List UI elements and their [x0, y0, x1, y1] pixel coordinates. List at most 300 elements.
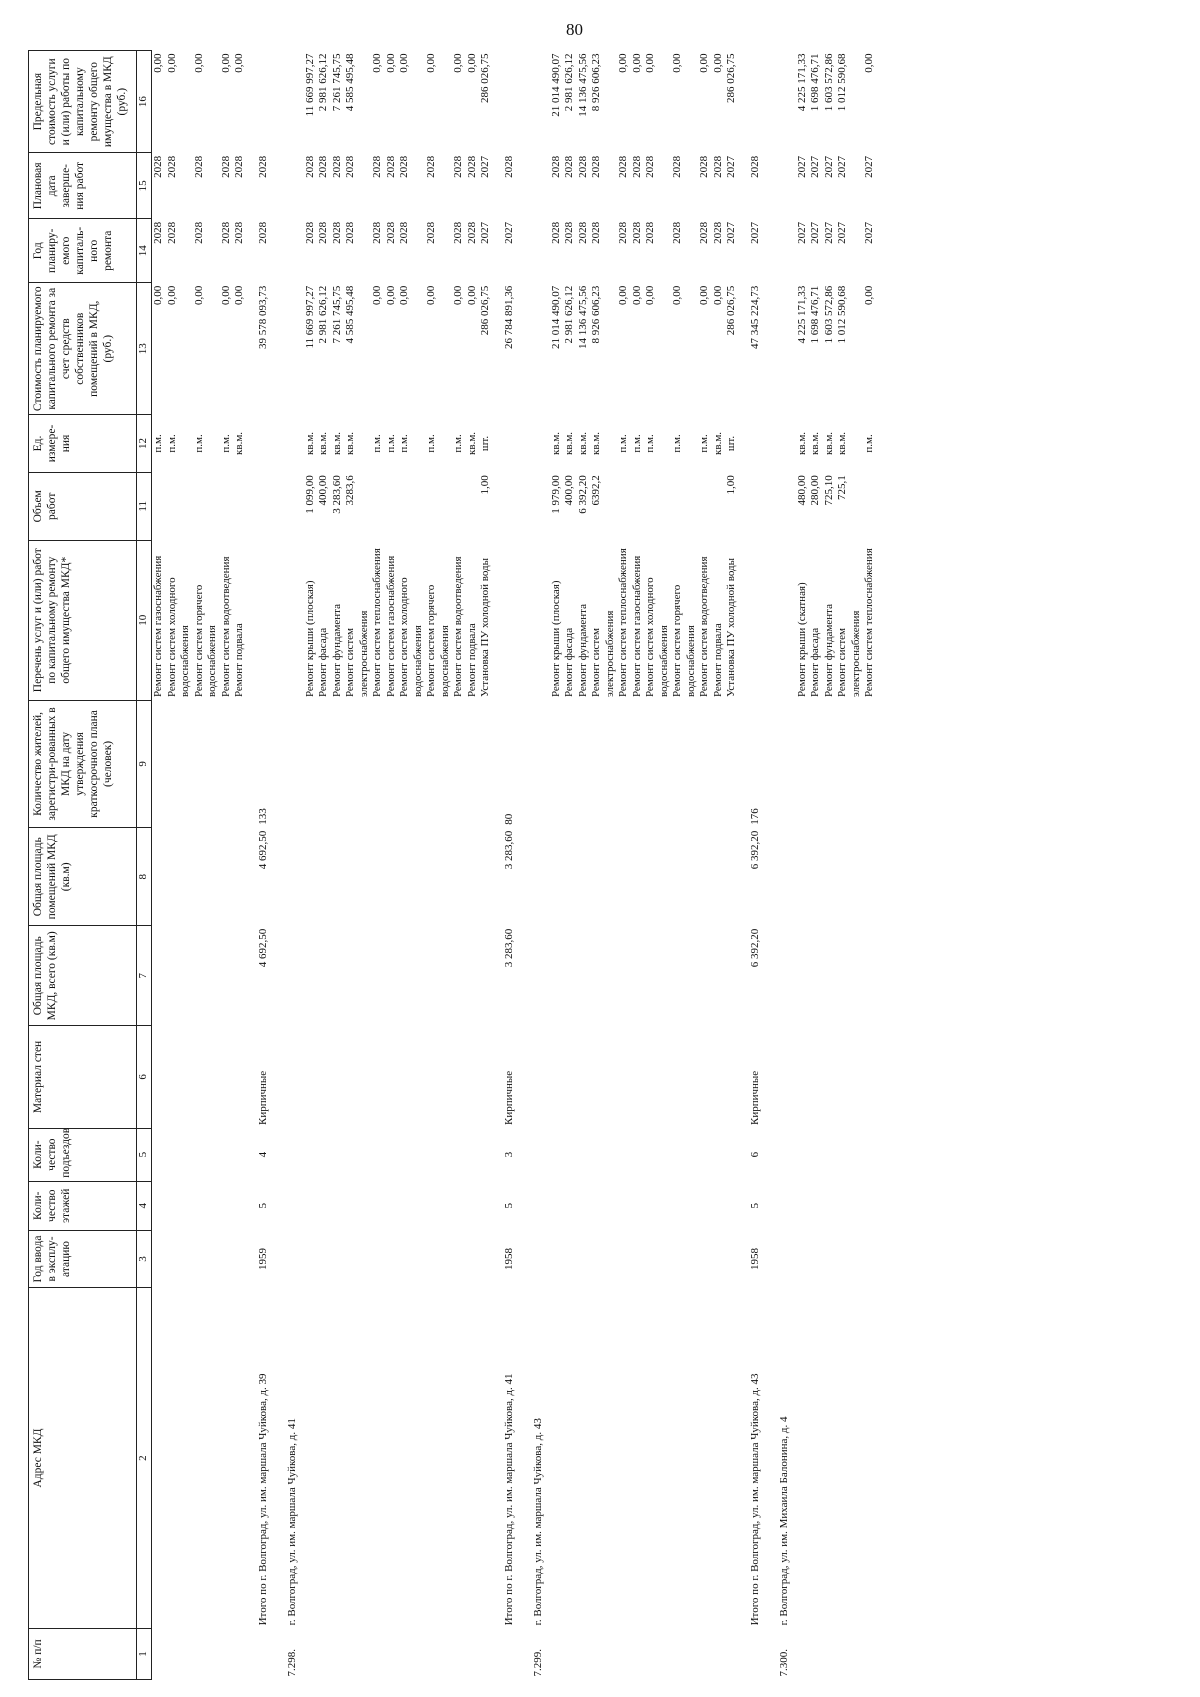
work-name: Ремонт систем водоотведения — [452, 556, 464, 698]
column-number: 3 — [137, 1230, 152, 1287]
work-volume — [166, 472, 193, 540]
work-name: Ремонт систем газоснабжения — [152, 555, 164, 698]
empty-cell — [577, 926, 591, 1026]
work-volume: 1 099,00 — [303, 475, 316, 514]
empty-cell — [631, 828, 645, 926]
address-row — [280, 51, 304, 1680]
column-number: 1 — [137, 1628, 152, 1679]
work-volume: 1 979,00 — [549, 475, 562, 514]
work-volume — [631, 472, 645, 540]
empty-cell — [863, 1026, 877, 1128]
work-unit: п.м. — [671, 434, 683, 453]
work-unit: кв.м. — [809, 431, 821, 455]
empty-cell — [304, 1128, 318, 1181]
total-label: Итого по г. Волгоград, ул. им. маршала Чуйкова, д. 39 — [256, 1373, 269, 1626]
empty-cell — [280, 153, 304, 219]
empty-cell — [577, 1026, 591, 1128]
empty-cell — [563, 1181, 577, 1230]
work-unit: п.м. — [452, 434, 464, 453]
work-end-date: 2028 — [303, 155, 316, 178]
table-row — [220, 51, 234, 1680]
empty-cell — [317, 1628, 331, 1679]
work-year: 2028 — [590, 221, 602, 244]
table-row — [304, 51, 318, 1680]
work-name: Ремонт систем горячего водоснабжения — [671, 584, 697, 698]
empty-cell — [280, 926, 304, 1026]
work-year: 2028 — [452, 221, 464, 244]
empty-cell — [193, 1230, 220, 1287]
area-total: 6 392,20 — [748, 928, 761, 968]
work-limit-cost: 0,00 — [698, 53, 710, 73]
empty-cell — [317, 1128, 331, 1181]
work-cost: 0,00 — [863, 285, 875, 305]
empty-cell — [823, 1288, 837, 1629]
work-year: 2028 — [303, 221, 316, 244]
empty-cell — [493, 540, 527, 700]
empty-cell — [398, 700, 425, 828]
empty-cell — [166, 1628, 193, 1679]
empty-cell — [233, 1026, 247, 1128]
work-end-date: 2028 — [630, 155, 643, 178]
work-end-date: 2028 — [165, 155, 178, 178]
empty-cell — [344, 1288, 371, 1629]
empty-cell — [712, 1230, 726, 1287]
empty-cell — [772, 1128, 796, 1181]
empty-cell — [671, 1128, 698, 1181]
table-row — [398, 51, 425, 1680]
empty-cell — [863, 1288, 877, 1629]
header-cell: Коли-чество подъездов — [29, 1128, 137, 1181]
empty-cell — [526, 219, 550, 283]
work-name: Ремонт систем теплоснабжения — [371, 548, 383, 698]
work-volume: 3283,6 — [344, 475, 356, 506]
empty-cell — [193, 828, 220, 926]
work-volume: 480,00 — [795, 475, 808, 506]
empty-cell — [772, 1026, 796, 1128]
empty-cell — [698, 926, 712, 1026]
column-number: 4 — [137, 1181, 152, 1230]
empty-cell — [796, 1230, 810, 1287]
empty-cell — [863, 1181, 877, 1230]
empty-cell — [725, 926, 739, 1026]
empty-cell — [247, 540, 281, 700]
table-row — [836, 51, 863, 1680]
empty-cell — [166, 828, 193, 926]
empty-cell — [526, 153, 550, 219]
empty-cell — [712, 1128, 726, 1181]
work-end-date: 2027 — [795, 155, 808, 178]
column-number: 6 — [137, 1026, 152, 1128]
table-row — [796, 51, 810, 1680]
empty-cell — [385, 1288, 399, 1629]
empty-cell — [526, 283, 550, 415]
empty-cell — [772, 51, 796, 153]
work-volume: 6 392,20 — [576, 475, 589, 514]
work-volume: 400,00 — [563, 475, 575, 506]
empty-cell — [631, 1181, 645, 1230]
empty-cell — [590, 1230, 617, 1287]
empty-cell — [193, 1288, 220, 1629]
area-total: 4 692,50 — [256, 928, 269, 968]
empty-cell — [739, 51, 773, 153]
empty-cell — [836, 926, 863, 1026]
empty-cell — [725, 700, 739, 828]
column-number-row — [137, 51, 152, 1680]
empty-cell — [425, 1288, 452, 1629]
work-limit-cost: 0,00 — [644, 53, 656, 73]
work-cost: 286 026,75 — [725, 285, 737, 336]
empty-cell — [479, 828, 493, 926]
empty-cell — [644, 1628, 671, 1679]
empty-cell — [304, 828, 318, 926]
empty-cell — [398, 1628, 425, 1679]
work-year: 2028 — [711, 221, 724, 244]
total-cost: 47 345 224,73 — [748, 285, 761, 349]
empty-cell — [371, 700, 385, 828]
empty-cell — [550, 926, 564, 1026]
empty-cell — [193, 926, 220, 1026]
empty-cell — [466, 1181, 480, 1230]
empty-cell — [317, 1181, 331, 1230]
empty-cell — [563, 1128, 577, 1181]
header-cell: Материал стен — [29, 1026, 137, 1128]
work-end-date: 2028 — [711, 155, 724, 178]
empty-cell — [452, 1181, 466, 1230]
empty-cell — [590, 1628, 617, 1679]
empty-cell — [796, 1128, 810, 1181]
empty-cell — [772, 1181, 796, 1230]
empty-cell — [304, 1288, 318, 1629]
table-row — [577, 51, 591, 1680]
empty-cell — [671, 700, 698, 828]
empty-cell — [631, 700, 645, 828]
empty-cell — [493, 472, 527, 540]
work-name: Ремонт систем холодного водоснабжения — [165, 577, 191, 698]
empty-cell — [193, 1128, 220, 1181]
work-name: Ремонт подвала — [233, 623, 245, 698]
work-year: 2028 — [465, 221, 478, 244]
entrances-count: 4 — [256, 1151, 269, 1158]
work-limit-cost: 1 012 590,68 — [836, 53, 848, 112]
address-row — [526, 51, 550, 1680]
empty-cell — [385, 926, 399, 1026]
residents-count: 80 — [502, 813, 515, 825]
column-number: 11 — [137, 472, 152, 540]
empty-cell — [152, 1230, 166, 1287]
empty-cell — [247, 51, 281, 153]
empty-cell — [563, 828, 577, 926]
empty-cell — [550, 828, 564, 926]
empty-cell — [577, 1181, 591, 1230]
work-end-date: 2028 — [465, 155, 478, 178]
empty-cell — [466, 700, 480, 828]
empty-cell — [739, 540, 773, 700]
work-cost: 4 225 171,33 — [795, 285, 808, 344]
table-row — [385, 51, 399, 1680]
work-year: 2028 — [563, 221, 575, 244]
residents-count: 176 — [748, 808, 761, 825]
rotated-table-page — [28, 50, 1168, 1680]
empty-cell — [398, 1288, 425, 1629]
empty-cell — [398, 1026, 425, 1128]
work-cost: 0,00 — [630, 285, 643, 305]
work-unit: п.м. — [630, 434, 643, 453]
work-unit: кв.м. — [303, 431, 316, 455]
empty-cell — [712, 1288, 726, 1629]
table-row — [725, 51, 739, 1680]
work-name: Ремонт фасада — [809, 627, 821, 698]
empty-cell — [331, 1628, 345, 1679]
empty-cell — [617, 700, 631, 828]
empty-cell — [644, 926, 671, 1026]
empty-cell — [304, 700, 318, 828]
empty-cell — [398, 828, 425, 926]
work-year: 2028 — [698, 221, 710, 244]
work-limit-cost: 4 585 495,48 — [344, 53, 356, 112]
empty-cell — [671, 828, 698, 926]
empty-cell — [331, 700, 345, 828]
empty-cell — [479, 700, 493, 828]
column-number: 7 — [137, 926, 152, 1026]
empty-cell — [617, 1181, 631, 1230]
empty-cell — [526, 415, 550, 472]
empty-cell — [577, 1288, 591, 1629]
empty-cell — [304, 926, 318, 1026]
work-end-date: 2028 — [576, 155, 589, 178]
empty-cell — [644, 700, 671, 828]
empty-cell — [166, 1230, 193, 1287]
empty-cell — [526, 700, 550, 828]
work-limit-cost: 0,00 — [630, 53, 643, 73]
empty-cell — [385, 1181, 399, 1230]
work-unit: кв.м. — [711, 431, 724, 455]
work-end-date: 2028 — [644, 155, 656, 178]
empty-cell — [671, 926, 698, 1026]
total-label: Итого по г. Волгоград, ул. им. маршала Чуйкова, д. 43 — [748, 1373, 761, 1626]
empty-cell — [331, 926, 345, 1026]
work-cost: 4 585 495,48 — [344, 285, 356, 344]
work-limit-cost: 8 926 606,23 — [590, 53, 602, 112]
header-cell: Год ввода в эксплу-атацию — [29, 1230, 137, 1287]
empty-cell — [331, 1026, 345, 1128]
empty-cell — [772, 219, 796, 283]
year-built: 1959 — [256, 1247, 269, 1270]
column-number: 2 — [137, 1288, 152, 1629]
work-volume: 725,10 — [822, 475, 835, 506]
empty-cell — [193, 1628, 220, 1679]
work-limit-cost: 0,00 — [371, 53, 383, 73]
work-cost: 0,00 — [617, 285, 629, 305]
work-end-date: 2028 — [590, 155, 602, 178]
empty-cell — [371, 1181, 385, 1230]
work-name: Ремонт систем электроснабжения — [836, 610, 862, 698]
header-cell: № п/п — [29, 1628, 137, 1679]
column-number: 15 — [137, 153, 152, 219]
building-address: г. Волгоград, ул. им. маршала Чуйкова, д. 41 — [286, 1418, 298, 1626]
empty-cell — [836, 828, 863, 926]
total-year: 2028 — [256, 221, 269, 244]
empty-cell — [577, 1230, 591, 1287]
empty-cell — [823, 1181, 837, 1230]
empty-cell — [166, 1181, 193, 1230]
work-name: Ремонт подвала — [465, 623, 478, 698]
work-name: Ремонт систем горячего водоснабжения — [192, 584, 218, 698]
work-name: Ремонт подвала — [711, 623, 724, 698]
work-cost: 0,00 — [398, 285, 410, 305]
work-cost: 1 603 572,86 — [822, 285, 835, 344]
column-number: 12 — [137, 415, 152, 472]
work-year: 2027 — [725, 221, 737, 244]
table-row — [631, 51, 645, 1680]
work-unit: кв.м. — [576, 431, 589, 455]
work-cost: 0,00 — [165, 285, 178, 305]
work-volume — [385, 472, 399, 540]
work-year: 2028 — [371, 221, 383, 244]
table-row — [644, 51, 671, 1680]
work-cost: 1 012 590,68 — [836, 285, 848, 344]
work-limit-cost: 0,00 — [617, 53, 629, 73]
empty-cell — [280, 283, 304, 415]
work-volume — [698, 472, 712, 540]
column-number: 16 — [137, 51, 152, 153]
table-row — [563, 51, 577, 1680]
empty-cell — [317, 828, 331, 926]
work-year: 2028 — [330, 221, 343, 244]
work-unit: кв.м. — [233, 431, 245, 455]
empty-cell — [166, 700, 193, 828]
empty-cell — [823, 926, 837, 1026]
work-cost: 0,00 — [465, 285, 478, 305]
empty-cell — [479, 1128, 493, 1181]
empty-cell — [166, 1128, 193, 1181]
empty-cell — [772, 153, 796, 219]
empty-cell — [671, 1288, 698, 1629]
table-row — [152, 51, 166, 1680]
work-end-date: 2028 — [425, 155, 437, 178]
empty-cell — [344, 1230, 371, 1287]
total-row — [247, 51, 281, 1680]
work-name: Ремонт систем водоотведения — [698, 556, 710, 698]
work-name: Ремонт крыши (плоская) — [549, 580, 562, 698]
building-address: г. Волгоград, ул. им. Михаила Балонина, д. 4 — [778, 1416, 790, 1626]
floors-count: 5 — [748, 1202, 761, 1209]
empty-cell — [425, 700, 452, 828]
empty-cell — [712, 700, 726, 828]
empty-cell — [166, 926, 193, 1026]
work-unit: кв.м. — [344, 431, 356, 455]
empty-cell — [304, 1230, 318, 1287]
empty-cell — [479, 1026, 493, 1128]
header-cell: Предельная стоимость услуги и (или) работы по капитальному ремонту общего имущества в МКД (руб.) — [29, 51, 137, 153]
empty-cell — [466, 1288, 480, 1629]
empty-cell — [526, 1128, 550, 1181]
work-name: Ремонт фасада — [563, 627, 575, 698]
empty-cell — [644, 1181, 671, 1230]
empty-cell — [331, 1230, 345, 1287]
work-unit: кв.м. — [549, 431, 562, 455]
work-end-date: 2028 — [452, 155, 464, 178]
column-number: 13 — [137, 283, 152, 415]
empty-cell — [466, 1026, 480, 1128]
work-unit: п.м. — [371, 434, 383, 453]
empty-cell — [772, 700, 796, 828]
empty-cell — [725, 1628, 739, 1679]
empty-cell — [796, 1288, 810, 1629]
header-cell: Год планиру-емого капиталь-ного ремонта — [29, 219, 137, 283]
work-year: 2028 — [398, 221, 410, 244]
empty-cell — [152, 828, 166, 926]
empty-cell — [452, 1026, 466, 1128]
empty-cell — [398, 1128, 425, 1181]
table-row — [479, 51, 493, 1680]
header-cell: Количество жителей, зарегистри-рованных в МКД на дату утверждения краткосрочного плана (человек) — [29, 700, 137, 828]
table-row — [166, 51, 193, 1680]
entrances-count: 6 — [748, 1151, 761, 1158]
empty-cell — [331, 1128, 345, 1181]
table-row — [344, 51, 371, 1680]
empty-cell — [385, 1026, 399, 1128]
empty-cell — [371, 1230, 385, 1287]
empty-cell — [563, 1288, 577, 1629]
empty-cell — [493, 415, 527, 472]
empty-cell — [220, 1628, 234, 1679]
empty-cell — [152, 926, 166, 1026]
work-limit-cost: 0,00 — [384, 53, 397, 73]
empty-cell — [617, 1128, 631, 1181]
work-unit: шт. — [479, 435, 491, 452]
work-year: 2028 — [317, 221, 329, 244]
work-limit-cost: 1 603 572,86 — [822, 53, 835, 112]
work-end-date: 2027 — [809, 155, 821, 178]
empty-cell — [385, 828, 399, 926]
empty-cell — [823, 700, 837, 828]
empty-cell — [385, 1628, 399, 1679]
empty-cell — [698, 1288, 712, 1629]
work-volume — [152, 472, 166, 540]
empty-cell — [772, 472, 796, 540]
empty-cell — [220, 926, 234, 1026]
work-cost: 0,00 — [152, 285, 164, 305]
empty-cell — [823, 1026, 837, 1128]
work-unit: п.м. — [644, 434, 656, 453]
empty-cell — [590, 1288, 617, 1629]
work-unit: кв.м. — [330, 431, 343, 455]
work-volume: 280,00 — [809, 475, 821, 506]
item-number: 7.300. — [778, 1649, 790, 1677]
empty-cell — [466, 1628, 480, 1679]
work-volume: 1,00 — [725, 475, 737, 495]
empty-cell — [280, 51, 304, 153]
empty-cell — [712, 828, 726, 926]
empty-cell — [550, 1628, 564, 1679]
total-row — [493, 51, 527, 1680]
work-limit-cost: 0,00 — [425, 53, 437, 73]
empty-cell — [550, 1230, 564, 1287]
work-name: Установка ПУ холодной воды — [725, 557, 737, 698]
empty-cell — [809, 1026, 823, 1128]
empty-cell — [644, 1288, 671, 1629]
area-rooms: 6 392,20 — [748, 830, 761, 870]
empty-cell — [631, 1128, 645, 1181]
empty-cell — [371, 828, 385, 926]
empty-cell — [836, 1628, 863, 1679]
empty-cell — [617, 1230, 631, 1287]
column-number: 14 — [137, 219, 152, 283]
empty-cell — [823, 828, 837, 926]
work-cost: 7 261 745,75 — [330, 285, 343, 344]
empty-cell — [220, 700, 234, 828]
work-year: 2028 — [617, 221, 629, 244]
